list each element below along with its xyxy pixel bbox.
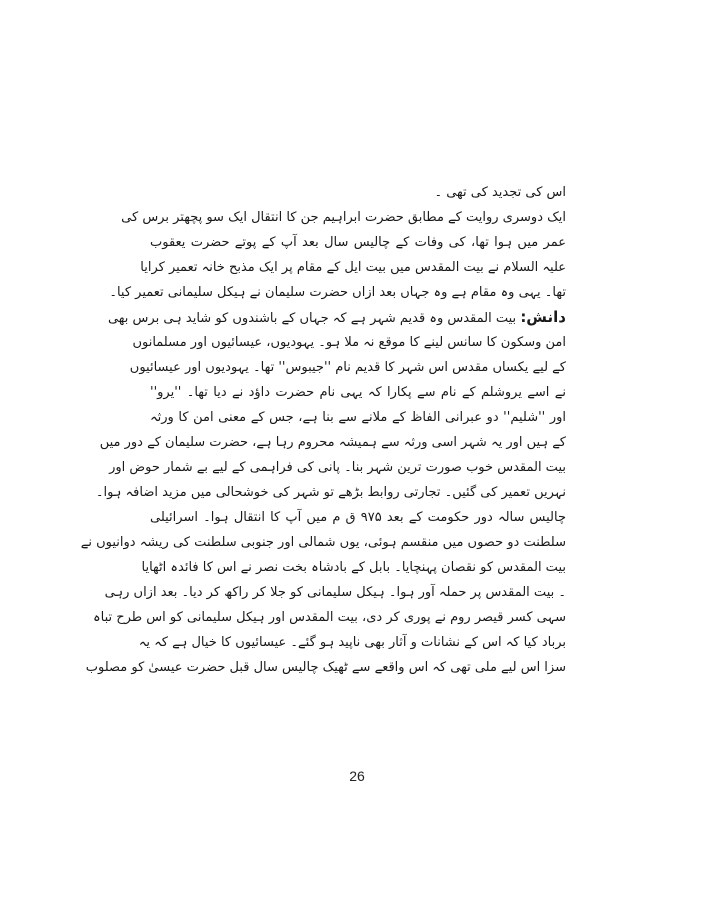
text-line: امن وسکون کا سانس لینے کا موقع نہ ملا ہو۔ یہودیوں، عیسائیوں اور مسلمانوں bbox=[132, 335, 566, 350]
text-line: اور ''شلیم'' دو عبرانی الفاظ کے ملانے سے بنا ہے، جس کے معنی امن کا ورثہ bbox=[150, 410, 566, 425]
text-line: کے لیے یکساں مقدس اس شہر کا قدیم نام ''جیبوس'' تھا۔ یہودیوں اور عیسائیوں bbox=[129, 360, 566, 375]
text-line: سزا اس لیے ملی تھی کہ اس واقعے سے ٹھیک چالیس سال قبل حضرت عیسیٰ کو مصلوب bbox=[85, 660, 566, 675]
text-line: بیت المقدس خوب صورت ترین شہر بنا۔ پانی کی فراہمی کے لیے بے شمار حوض اور bbox=[109, 460, 566, 475]
text-line: اس کی تجدید کی تھی ۔ bbox=[434, 185, 566, 200]
page-number: 26 bbox=[349, 768, 365, 784]
paragraph-start-line bbox=[107, 305, 566, 330]
text-line: ۔ بیت المقدس پر حملہ آور ہوا۔ ہیکل سلیمانی کو جلا کر راکھ کر دیا۔ بعد ازاں رہی bbox=[104, 585, 566, 600]
paragraph-heading: دانش: bbox=[520, 308, 566, 326]
text-line: ایک دوسری روایت کے مطابق حضرت ابراہیم جن کا انتقال ایک سو پچھتر برس کی bbox=[121, 210, 566, 225]
text-line: سلطنت دو حصوں میں منقسم ہوئی، یوں شمالی اور جنوبی سلطنت کی ریشہ دوانیوں نے bbox=[80, 535, 566, 550]
text-line: کے ہیں اور یہ شہر اسی ورثہ سے ہمیشہ محروم رہا ہے، حضرت سلیمان کے دور میں bbox=[99, 435, 566, 450]
text-line: برباد کیا کہ اس کے نشانات و آثار بھی ناپید ہو گئے۔ عیسائیوں کا خیال ہے کہ یہ bbox=[138, 635, 566, 650]
text-line: سہی کسر قیصر روم نے پوری کر دی، بیت المقدس اور ہیکل سلیمانی کو اس طرح تباہ bbox=[92, 610, 566, 625]
text-line: علیہ السلام نے بیت المقدس میں بیت ایل کے مقام پر ایک مذبح خانہ تعمیر کرایا bbox=[140, 260, 566, 275]
text-line: چالیس سالہ دور حکومت کے بعد ۹۷۵ ق م میں آپ کا انتقال ہوا۔ اسرائیلی bbox=[150, 510, 566, 525]
text-line: تھا۔ یہی وہ مقام ہے وہ جہاں بعد ازاں حضرت سلیمان نے ہیکل سلیمانی تعمیر کیا۔ bbox=[109, 285, 566, 300]
text-line: نہریں تعمیر کی گئیں۔ تجارتی روابط بڑھے تو شہر کی خوشحالی میں مزید اضافہ ہوا۔ bbox=[95, 485, 566, 500]
body-text bbox=[80, 180, 566, 680]
text-line: نے اسے یروشلم کے نام سے پکارا کہ یہی نام حضرت داؤد نے دیا تھا۔ ''یرو'' bbox=[150, 385, 566, 400]
text-line: بیت المقدس کو نقصان پہنچایا۔ بابل کے بادشاہ بخت نصر نے اس کا فائدہ اٹھایا bbox=[141, 560, 566, 575]
text-line: بیت المقدس وہ قدیم شہر ہے کہ جہاں کے باشندوں کو شاید ہی برس بھی bbox=[107, 311, 517, 326]
text-line: عمر میں ہوا تھا، کی وفات کے چالیس سال بعد آپ کے پوتے حضرت یعقوب bbox=[150, 235, 566, 250]
